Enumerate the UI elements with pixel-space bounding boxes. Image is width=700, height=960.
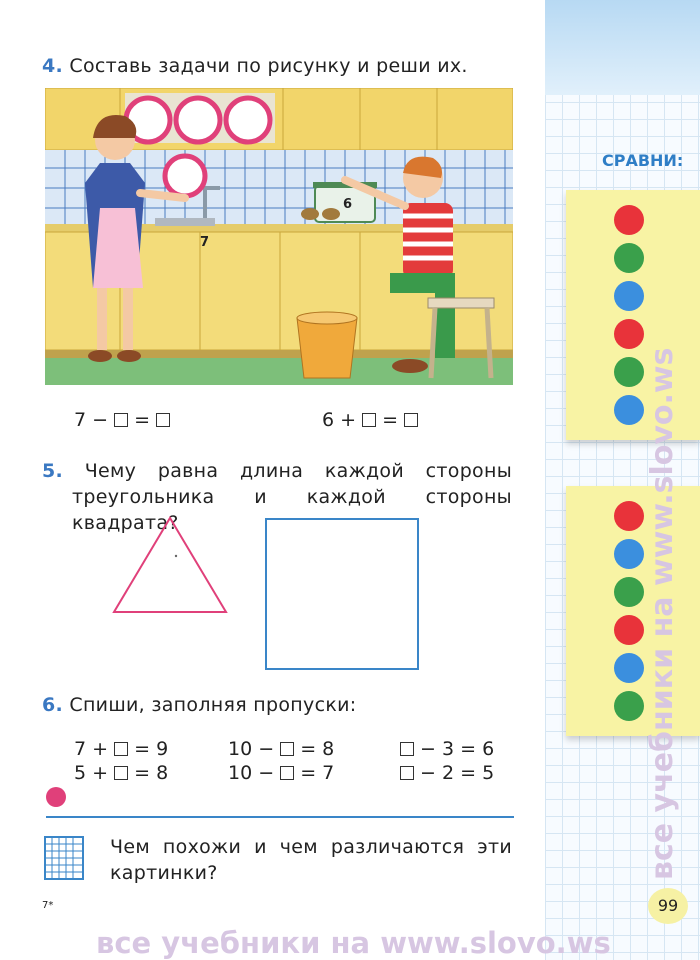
blank-box: [280, 742, 294, 756]
blank-box: [156, 413, 170, 427]
cabinet-label: 7: [200, 235, 210, 250]
side-watermark: все учебники на www.slovo.ws: [645, 347, 680, 880]
color-dot: [614, 577, 644, 607]
color-dot: [614, 243, 644, 273]
exercise-row-1: 7 + = 9: [74, 738, 169, 760]
compare-title: СРАВНИ:: [602, 151, 684, 170]
blank-box: [280, 766, 294, 780]
triangle-figure: [108, 512, 233, 617]
blank-box: [114, 766, 128, 780]
task-number: 6.: [42, 694, 64, 716]
task4-heading: [42, 55, 468, 77]
task-number: 5.: [42, 460, 64, 482]
blank-box: [362, 413, 376, 427]
exercise-row-2: 5 + = 8: [74, 762, 169, 784]
color-dot: [614, 281, 644, 311]
exercise-row-1b: 10 − = 8: [228, 738, 335, 760]
pink-marker: [46, 787, 66, 807]
color-dot: [614, 615, 644, 645]
equation-addition: 6 + =: [322, 409, 418, 431]
question-text: Чем похожи и чем различаются эти картинки?: [110, 836, 512, 884]
color-dot: [614, 319, 644, 349]
blank-box: [400, 742, 414, 756]
color-dot: [614, 205, 644, 235]
color-dot: [614, 395, 644, 425]
color-dot: [614, 691, 644, 721]
color-dot: [614, 653, 644, 683]
bottom-watermark: все учебники на www.slovo.ws: [96, 926, 611, 960]
equation-subtraction: 7 − =: [74, 409, 170, 431]
kitchen-illustration: [45, 88, 513, 385]
color-dot: [614, 357, 644, 387]
task-text: Составь задачи по рисунку и реши их.: [69, 55, 468, 77]
exercise-row-1c: − 3 = 6: [400, 738, 494, 760]
grid-notebook-icon: [44, 836, 84, 880]
exercise-row-2b: 10 − = 7: [228, 762, 335, 784]
blank-box: [114, 742, 128, 756]
blank-box: [404, 413, 418, 427]
color-dot: [614, 539, 644, 569]
margin-header-band: [545, 0, 700, 95]
page-number: 99: [648, 888, 688, 924]
task6-heading: 6. Спиши, заполняя пропуски:: [42, 694, 357, 716]
exercise-row-2c: − 2 = 5: [400, 762, 494, 784]
color-dot: [614, 501, 644, 531]
blank-box: [400, 766, 414, 780]
signature-mark: 7*: [42, 900, 54, 911]
task5-heading: 5. Чему равна длина каждой стороны треугольника и каждой стороны квадрата?: [42, 460, 512, 534]
task-number: 4.: [42, 55, 64, 77]
blank-box: [114, 413, 128, 427]
square-figure: [265, 518, 419, 670]
pot-label: 6: [343, 197, 353, 212]
section-divider: [46, 816, 514, 818]
